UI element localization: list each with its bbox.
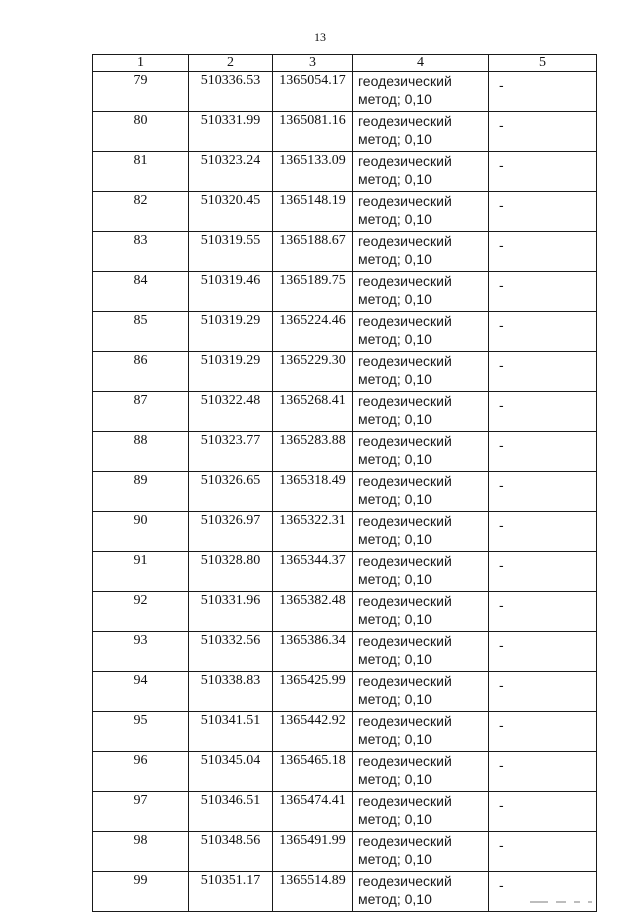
method-line-2: метод; 0,10 [358, 491, 432, 507]
method-line-2: метод; 0,10 [358, 291, 432, 307]
coordinate-y-cell: 1365133.09 [273, 152, 353, 192]
method-line-1: геодезический [358, 393, 452, 409]
point-number-cell: 91 [93, 552, 189, 592]
note-cell: - [489, 352, 597, 392]
method-cell [353, 232, 489, 272]
point-number-cell: 93 [93, 632, 189, 672]
point-number-cell: 80 [93, 112, 189, 152]
note-cell: - [489, 152, 597, 192]
note-cell: - [489, 512, 597, 552]
method-cell [353, 672, 489, 712]
table-row [93, 232, 597, 272]
table-row [93, 592, 597, 632]
table-header [93, 55, 597, 72]
header-col-1: 1 [93, 55, 189, 72]
coordinate-x-cell: 510345.04 [189, 752, 273, 792]
point-number-cell: 89 [93, 472, 189, 512]
method-line-1: геодезический [358, 513, 452, 529]
method-line-1: геодезический [358, 633, 452, 649]
method-line-2: метод; 0,10 [358, 611, 432, 627]
method-line-1: геодезический [358, 273, 452, 289]
table-row [93, 272, 597, 312]
method-line-2: метод; 0,10 [358, 691, 432, 707]
point-number-cell: 79 [93, 72, 189, 112]
table-row [93, 752, 597, 792]
note-cell: - [489, 752, 597, 792]
coordinate-x-cell: 510319.55 [189, 232, 273, 272]
method-line-1: геодезический [358, 433, 452, 449]
method-cell [353, 312, 489, 352]
coordinate-y-cell: 1365514.89 [273, 872, 353, 912]
method-line-1: геодезический [358, 793, 452, 809]
method-line-1: геодезический [358, 153, 452, 169]
coordinate-y-cell: 1365465.18 [273, 752, 353, 792]
point-number-cell: 95 [93, 712, 189, 752]
coordinate-y-cell: 1365382.48 [273, 592, 353, 632]
coordinate-x-cell: 510320.45 [189, 192, 273, 232]
method-line-1: геодезический [358, 113, 452, 129]
table-row [93, 712, 597, 752]
point-number-cell: 96 [93, 752, 189, 792]
method-line-2: метод; 0,10 [358, 531, 432, 547]
point-number-cell: 90 [93, 512, 189, 552]
table-row [93, 552, 597, 592]
method-line-2: метод; 0,10 [358, 131, 432, 147]
note-cell: - [489, 792, 597, 832]
method-cell [353, 632, 489, 672]
point-number-cell: 92 [93, 592, 189, 632]
point-number-cell: 81 [93, 152, 189, 192]
note-cell: - [489, 232, 597, 272]
note-cell: - [489, 272, 597, 312]
method-line-2: метод; 0,10 [358, 371, 432, 387]
method-cell [353, 392, 489, 432]
note-cell: - [489, 632, 597, 672]
coordinate-x-cell: 510331.96 [189, 592, 273, 632]
table-row [93, 872, 597, 912]
coordinate-y-cell: 1365229.30 [273, 352, 353, 392]
method-cell [353, 552, 489, 592]
method-line-2: метод; 0,10 [358, 811, 432, 827]
coordinate-y-cell: 1365189.75 [273, 272, 353, 312]
method-line-2: метод; 0,10 [358, 331, 432, 347]
table-row [93, 832, 597, 872]
coordinate-y-cell: 1365054.17 [273, 72, 353, 112]
coordinate-x-cell: 510351.17 [189, 872, 273, 912]
coordinate-y-cell: 1365268.41 [273, 392, 353, 432]
method-line-1: геодезический [358, 313, 452, 329]
method-cell [353, 352, 489, 392]
method-cell [353, 752, 489, 792]
method-line-1: геодезический [358, 673, 452, 689]
method-cell [353, 592, 489, 632]
point-number-cell: 87 [93, 392, 189, 432]
table-row [93, 632, 597, 672]
table-row [93, 192, 597, 232]
method-line-1: геодезический [358, 73, 452, 89]
note-cell: - [489, 192, 597, 232]
coordinates-table [92, 54, 597, 912]
header-row [93, 55, 597, 72]
coordinate-y-cell: 1365386.34 [273, 632, 353, 672]
method-cell [353, 512, 489, 552]
coordinate-y-cell: 1365491.99 [273, 832, 353, 872]
coordinate-x-cell: 510326.97 [189, 512, 273, 552]
method-line-2: метод; 0,10 [358, 451, 432, 467]
method-line-2: метод; 0,10 [358, 91, 432, 107]
note-cell: - [489, 832, 597, 872]
method-line-1: геодезический [358, 833, 452, 849]
coordinate-y-cell: 1365148.19 [273, 192, 353, 232]
point-number-cell: 85 [93, 312, 189, 352]
table-row [93, 352, 597, 392]
table-body [93, 72, 597, 912]
method-line-1: геодезический [358, 873, 452, 889]
method-cell [353, 712, 489, 752]
table-row [93, 432, 597, 472]
coordinate-x-cell: 510323.24 [189, 152, 273, 192]
table-row [93, 392, 597, 432]
method-line-2: метод; 0,10 [358, 571, 432, 587]
method-line-1: геодезический [358, 553, 452, 569]
note-cell: - [489, 552, 597, 592]
coordinate-x-cell: 510319.29 [189, 352, 273, 392]
coordinate-x-cell: 510323.77 [189, 432, 273, 472]
point-number-cell: 97 [93, 792, 189, 832]
method-line-2: метод; 0,10 [358, 891, 432, 907]
coordinate-x-cell: 510332.56 [189, 632, 273, 672]
table-row [93, 472, 597, 512]
coordinate-y-cell: 1365318.49 [273, 472, 353, 512]
coordinate-y-cell: 1365474.41 [273, 792, 353, 832]
method-cell [353, 792, 489, 832]
method-line-1: геодезический [358, 713, 452, 729]
table-row [93, 72, 597, 112]
method-line-2: метод; 0,10 [358, 411, 432, 427]
coordinate-y-cell: 1365322.31 [273, 512, 353, 552]
method-line-2: метод; 0,10 [358, 771, 432, 787]
header-col-3: 3 [273, 55, 353, 72]
coordinate-y-cell: 1365442.92 [273, 712, 353, 752]
coordinate-y-cell: 1365224.46 [273, 312, 353, 352]
coordinate-x-cell: 510336.53 [189, 72, 273, 112]
method-cell [353, 472, 489, 512]
table-row [93, 312, 597, 352]
coordinate-x-cell: 510346.51 [189, 792, 273, 832]
note-cell: - [489, 672, 597, 712]
note-cell: - [489, 712, 597, 752]
method-cell [353, 152, 489, 192]
method-line-1: геодезический [358, 233, 452, 249]
method-cell [353, 192, 489, 232]
method-cell [353, 432, 489, 472]
note-cell: - [489, 592, 597, 632]
table-row [93, 152, 597, 192]
coordinate-x-cell: 510319.29 [189, 312, 273, 352]
page-number: 13 [314, 30, 326, 44]
note-cell: - [489, 472, 597, 512]
header-col-5: 5 [489, 55, 597, 72]
coordinate-y-cell: 1365344.37 [273, 552, 353, 592]
coordinate-x-cell: 510348.56 [189, 832, 273, 872]
coordinate-x-cell: 510319.46 [189, 272, 273, 312]
method-line-2: метод; 0,10 [358, 651, 432, 667]
method-line-1: геодезический [358, 353, 452, 369]
point-number-cell: 98 [93, 832, 189, 872]
method-cell [353, 272, 489, 312]
method-line-2: метод; 0,10 [358, 251, 432, 267]
header-col-2: 2 [189, 55, 273, 72]
method-line-1: геодезический [358, 753, 452, 769]
coordinate-y-cell: 1365188.67 [273, 232, 353, 272]
point-number-cell: 88 [93, 432, 189, 472]
scan-artifact-marks [530, 893, 630, 899]
point-number-cell: 84 [93, 272, 189, 312]
method-line-2: метод; 0,10 [358, 171, 432, 187]
method-cell [353, 72, 489, 112]
note-cell: - [489, 872, 597, 912]
coordinate-x-cell: 510326.65 [189, 472, 273, 512]
table-row [93, 792, 597, 832]
coordinate-x-cell: 510338.83 [189, 672, 273, 712]
table-row [93, 672, 597, 712]
method-line-2: метод; 0,10 [358, 211, 432, 227]
note-cell: - [489, 112, 597, 152]
note-cell: - [489, 72, 597, 112]
table-row [93, 512, 597, 552]
note-cell: - [489, 392, 597, 432]
note-cell: - [489, 432, 597, 472]
header-col-4: 4 [353, 55, 489, 72]
point-number-cell: 94 [93, 672, 189, 712]
method-line-1: геодезический [358, 593, 452, 609]
method-line-2: метод; 0,10 [358, 851, 432, 867]
coordinate-x-cell: 510322.48 [189, 392, 273, 432]
point-number-cell: 86 [93, 352, 189, 392]
note-cell: - [489, 312, 597, 352]
coordinate-y-cell: 1365283.88 [273, 432, 353, 472]
point-number-cell: 82 [93, 192, 189, 232]
coordinate-x-cell: 510341.51 [189, 712, 273, 752]
point-number-cell: 83 [93, 232, 189, 272]
coordinate-y-cell: 1365081.16 [273, 112, 353, 152]
coordinate-x-cell: 510328.80 [189, 552, 273, 592]
point-number-cell: 99 [93, 872, 189, 912]
coordinate-x-cell: 510331.99 [189, 112, 273, 152]
method-line-2: метод; 0,10 [358, 731, 432, 747]
table-row [93, 112, 597, 152]
method-cell [353, 832, 489, 872]
method-line-1: геодезический [358, 473, 452, 489]
method-line-1: геодезический [358, 193, 452, 209]
coordinate-y-cell: 1365425.99 [273, 672, 353, 712]
method-cell [353, 872, 489, 912]
method-cell [353, 112, 489, 152]
